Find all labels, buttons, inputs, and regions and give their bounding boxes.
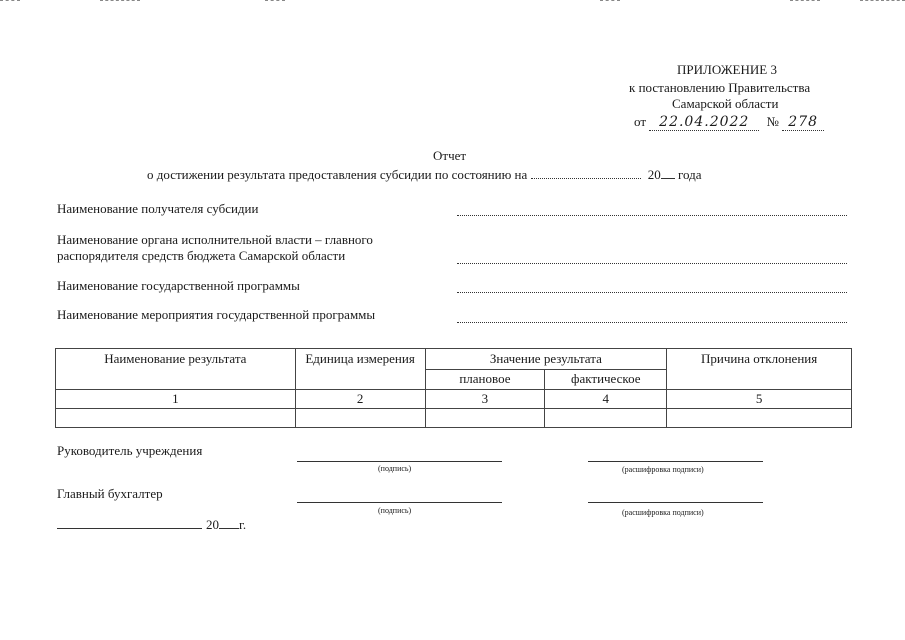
header-result-name: Наименование результата [56, 349, 296, 390]
appendix-date-row [634, 114, 844, 131]
accountant-decode-line [588, 502, 763, 503]
head-decode-caption: (расшифровка подписи) [622, 465, 704, 474]
report-year-suffix: года [678, 167, 702, 182]
table-cell [425, 409, 545, 428]
column-number: 3 [425, 390, 545, 409]
accountant-decode-caption: (расшифровка подписи) [622, 508, 704, 517]
field-recipient-label: Наименование получателя субсидии [57, 201, 259, 216]
sign-date-year-prefix: 20 [206, 517, 219, 532]
column-number: 2 [295, 390, 425, 409]
report-year-blank [661, 166, 675, 179]
header-planned: плановое [425, 369, 545, 390]
sign-date [57, 516, 246, 533]
scan-artifact [100, 0, 140, 1]
column-number: 4 [545, 390, 667, 409]
table-cell [295, 409, 425, 428]
column-number: 1 [56, 390, 296, 409]
header-value: Значение результата [425, 349, 667, 370]
report-subtitle-text: о достижении результата предоставления субсидии по состоянию на [147, 167, 528, 182]
sign-date-year-blank [219, 516, 239, 529]
number-prefix: № [766, 114, 779, 129]
results-table [55, 348, 852, 428]
table-row [56, 390, 852, 409]
field-program-label: Наименование государственной программы [57, 278, 300, 293]
header-unit: Единица измерения [295, 349, 425, 390]
scan-artifact [0, 0, 20, 1]
scan-artifact [790, 0, 820, 1]
number-value: 278 [782, 114, 824, 131]
scan-artifact [600, 0, 620, 1]
head-label: Руководитель учреждения [57, 443, 203, 458]
column-number: 5 [667, 390, 852, 409]
table-cell [545, 409, 667, 428]
scan-artifact [265, 0, 285, 1]
sign-date-blank [57, 516, 202, 529]
report-title: Отчет [433, 148, 467, 163]
head-signature-caption: (подпись) [378, 464, 412, 473]
field-activity-line [457, 322, 847, 323]
scan-artifact [860, 0, 905, 1]
date-value: 22.04.2022 [649, 114, 759, 131]
sign-date-suffix: г. [239, 517, 247, 532]
date-prefix: от [634, 114, 647, 129]
report-date-blank [531, 166, 641, 179]
field-activity-label: Наименование мероприятия государственной программы [57, 307, 376, 322]
accountant-signature-line [297, 502, 502, 503]
accountant-signature-caption: (подпись) [378, 506, 412, 515]
field-authority-line [457, 263, 847, 264]
report-year-prefix: 20 [647, 167, 661, 182]
head-signature-line [297, 461, 502, 462]
field-program-line [457, 292, 847, 293]
appendix-title: ПРИЛОЖЕНИЕ 3 [677, 62, 777, 77]
table-cell [56, 409, 296, 428]
field-authority-label: Наименование органа исполнительной власти – главного распорядителя средств бюджета Самарской области [57, 232, 373, 263]
report-subtitle [147, 166, 787, 183]
field-recipient-line [457, 215, 847, 216]
appendix-line1: к постановлению Правительства [629, 80, 811, 95]
accountant-label: Главный бухгалтер [57, 486, 163, 501]
table-cell [667, 409, 852, 428]
head-decode-line [588, 461, 763, 462]
header-actual: фактическое [545, 369, 667, 390]
header-reason: Причина отклонения [667, 349, 852, 390]
table-row [56, 409, 852, 428]
appendix-line2: Самарской области [672, 96, 779, 111]
